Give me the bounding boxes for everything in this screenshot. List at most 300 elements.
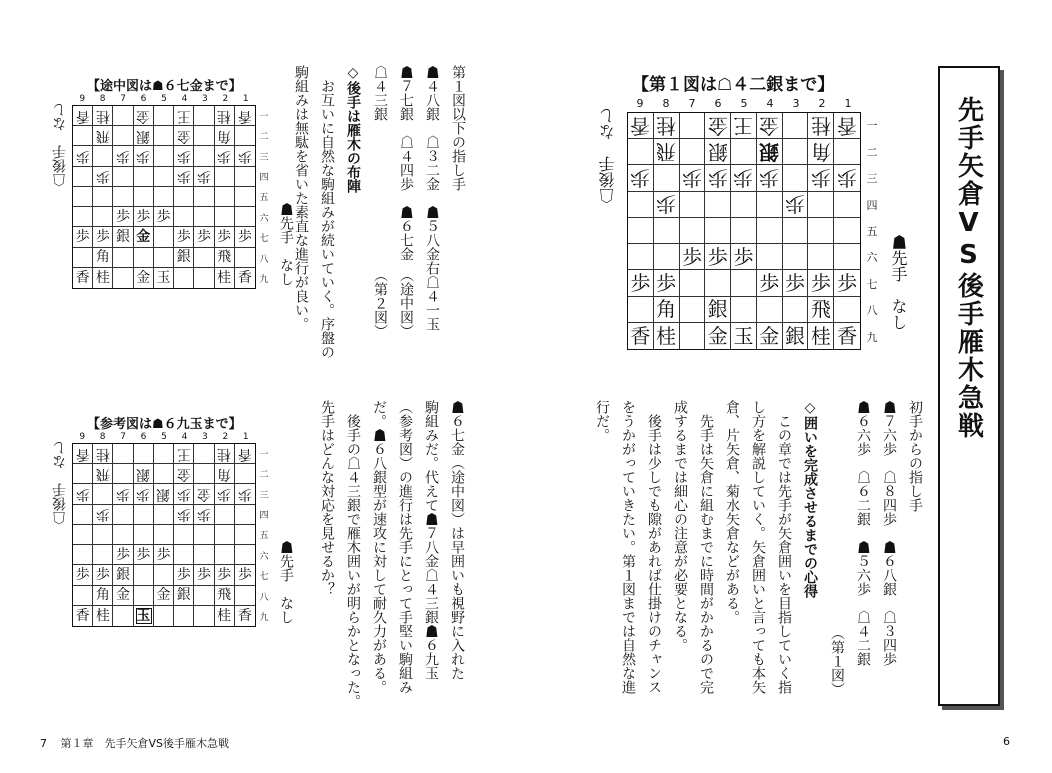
sente-piece: 歩 [733,244,754,269]
board-square [154,227,174,247]
sente-piece: 歩 [156,546,171,563]
sente-piece: 桂 [217,607,232,624]
board-square [113,187,133,207]
board-square [194,545,214,565]
board-square [113,586,133,606]
board-square [808,113,834,139]
board-square [73,505,93,525]
file-label: 7 [688,97,696,110]
board-square [680,270,706,296]
board-square [73,106,93,126]
board-square [194,565,214,585]
sente-piece: 銀 [176,587,191,604]
board-square [680,113,706,139]
board-square [731,165,757,191]
board-square [154,126,174,146]
rank-label: 七 [259,234,269,245]
diagram-mid-rank-labels [258,105,270,289]
board-square [235,505,255,525]
sente-piece: 銀 [707,297,728,322]
sente-piece: 玉 [733,323,754,348]
board-square [235,464,255,484]
board-square [808,323,834,349]
board-square [705,165,731,191]
board-square [757,139,783,165]
file-label: 2 [818,97,826,110]
right-move-line: ☗６六歩 ☖６二銀 ☗５六歩 ☖４二銀 [855,400,871,666]
board-square [194,126,214,146]
board-square [134,126,154,146]
board-square [174,207,194,227]
board-square [113,444,133,464]
board-square [235,545,255,565]
board-square [215,484,235,504]
diagram-ref-rank-labels [258,443,270,627]
board-square [154,248,174,268]
board-square [93,248,113,268]
file-label: 4 [766,97,774,110]
sente-piece: 歩 [837,270,858,295]
board-square [235,146,255,166]
file-label: 9 [636,97,644,110]
board-square [731,139,757,165]
sente-piece: 歩 [95,228,110,245]
sente-piece: 歩 [656,270,677,295]
board-square [174,227,194,247]
diagram1-board [627,112,861,350]
sente-piece: 桂 [95,269,110,286]
diagram-mid-gote-hand: ☖後手 なし [52,103,68,187]
left-bottom-line: 後手の☖４三銀で雁木囲いが明らかとなった。 [345,400,361,708]
gote-piece: 王 [176,445,191,462]
rank-label: 二 [259,470,269,481]
board-square [134,586,154,606]
file-label: 5 [161,432,167,442]
board-square [93,545,113,565]
board-square [235,268,255,288]
sente-piece: 歩 [116,546,131,563]
left-move-line: ☗７七銀 ☖４四歩 ☗６七金 （途中図） [398,65,414,338]
board-square [628,192,654,218]
board-square [757,113,783,139]
file-label: 6 [714,97,722,110]
rank-label: 七 [866,277,878,291]
diagram-mid-sente-hand: ☗先手 なし [278,202,294,286]
sente-piece: 歩 [217,228,232,245]
board-square [134,227,154,247]
file-label: 8 [662,97,670,110]
board-square [235,484,255,504]
rank-label: 六 [259,551,269,562]
board-square [73,248,93,268]
board-square [93,146,113,166]
board-square [757,165,783,191]
board-square [215,268,235,288]
rank-label: 九 [259,275,269,286]
board-square [113,525,133,545]
board-square [93,484,113,504]
gote-piece: 角 [217,465,232,482]
sente-piece: 歩 [156,208,171,225]
left-bottom-line: （参考図）の進行は先手にとって手堅い駒組み [397,400,413,694]
board-square [235,565,255,585]
right-intro: 初手からの指し手 [907,400,923,512]
sente-piece: 歩 [95,566,110,583]
board-square [235,227,255,247]
gote-piece: 歩 [237,148,252,165]
board-square [808,165,834,191]
board-square [808,270,834,296]
gote-piece: 金 [176,127,191,144]
sente-piece: 金 [116,587,131,604]
board-square [134,606,154,626]
left-bottom-text [310,400,470,710]
gote-piece: 桂 [217,445,232,462]
board-square [628,165,654,191]
rank-label: 七 [259,572,269,583]
board-square [757,244,783,270]
sente-piece: 香 [75,269,90,286]
board-square [757,323,783,349]
right-body-line: 先手は矢倉に組むまでに時間がかかるので完 [698,400,714,694]
board-square [73,606,93,626]
rank-label: 五 [259,531,269,542]
left-body-line: 駒組みは無駄を省いた素直な進行が良い。 [293,65,309,331]
sente-piece: 桂 [656,323,677,348]
left-intro: 第１図以下の指し手 [450,65,466,191]
sente-piece: 銀 [116,566,131,583]
sente-piece: 飛 [810,297,831,322]
sente-piece: 香 [837,323,858,348]
sente-piece: 玉 [156,269,171,286]
board-square [174,187,194,207]
sente-piece: 飛 [217,587,232,604]
gote-piece: 歩 [116,148,131,165]
rank-label: 四 [259,511,269,522]
board-square [113,464,133,484]
file-label: 8 [99,94,106,104]
rank-label: 四 [866,198,878,212]
board-square [194,146,214,166]
right-body-line: 倉、片矢倉、菊水矢倉などがある。 [724,400,740,624]
board-square [93,505,113,525]
board-square [134,484,154,504]
gote-piece: 金 [136,107,151,124]
board-square [808,218,834,244]
board-square [93,207,113,227]
sente-piece: 歩 [681,244,702,269]
board-square [654,244,680,270]
board-square [134,207,154,227]
rank-label: 八 [259,592,269,603]
left-move-line: ☖４三銀 （第２図） [372,65,388,338]
diagram-mid-board [72,105,256,289]
board-square [783,218,809,244]
board-square [731,297,757,323]
board-square [154,187,174,207]
board-square [680,297,706,323]
sente-piece: 歩 [630,270,651,295]
left-bottom-line: ☗６七金（途中図）は早囲いも視野に入れた [449,400,465,680]
gote-piece: 王 [176,107,191,124]
board-square [757,192,783,218]
left-body-line: お互いに自然な駒組みが続いていく。序盤の [319,65,335,359]
board-square [215,586,235,606]
sente-piece: 歩 [176,228,191,245]
board-square [134,167,154,187]
left-bottom-line: 駒組みだ。代えて☗７八金☖４三銀☗６九玉 [423,400,439,680]
file-label: 7 [120,432,126,442]
board-square [783,192,809,218]
gote-piece: 飛 [656,139,677,164]
board-square [654,113,680,139]
board-square [134,268,154,288]
gote-piece: 角 [810,139,831,164]
board-square [215,106,235,126]
file-label: 5 [740,97,748,110]
gote-piece: 香 [75,445,90,462]
board-square [783,270,809,296]
gote-piece: 歩 [630,166,651,191]
rank-label: 四 [259,173,269,184]
board-square [654,165,680,191]
file-label: 1 [844,97,852,110]
board-square [654,192,680,218]
board-square [174,484,194,504]
board-square [654,323,680,349]
file-label: 3 [202,432,208,442]
diagram1-sente-hand: ☗先手 なし [889,234,908,330]
board-square [93,126,113,146]
sente-piece: 香 [630,323,651,348]
board-square [705,139,731,165]
board-square [757,218,783,244]
gote-piece: 歩 [785,192,806,217]
board-square [705,218,731,244]
sente-piece: 歩 [217,566,232,583]
gote-piece: 歩 [116,486,131,503]
board-square [834,218,860,244]
board-square [194,106,214,126]
board-square [783,113,809,139]
sente-piece: 角 [95,587,110,604]
board-square [834,323,860,349]
gote-piece: 金 [759,113,780,138]
sente-piece: 歩 [116,208,131,225]
sente-piece: 歩 [136,546,151,563]
file-label: 8 [99,432,106,442]
sente-piece: 歩 [75,566,90,583]
gote-piece: 飛 [95,127,110,144]
sente-piece: 金 [136,269,151,286]
board-square [113,484,133,504]
board-square [93,187,113,207]
rank-label: 一 [866,119,878,133]
board-square [174,525,194,545]
sente-piece: 歩 [196,228,211,245]
sente-piece: 玉 [136,607,151,624]
sente-piece: 歩 [196,566,211,583]
board-square [705,244,731,270]
gote-piece: 歩 [196,168,211,185]
diagram-ref-gote-hand: ☖後手 なし [52,441,68,525]
file-label: 9 [79,94,86,104]
board-square [154,207,174,227]
board-square [705,113,731,139]
gote-piece: 銀 [156,486,171,503]
board-square [93,525,113,545]
board-square [783,165,809,191]
right-body-line: し方を解説していく。矢倉囲いと言っても本矢 [750,400,766,694]
board-square [113,248,133,268]
chapter-title: 先手矢倉VS後手雁木急戦 [953,96,984,440]
board-square [215,525,235,545]
sente-piece: 桂 [95,607,110,624]
sente-piece: 歩 [176,566,191,583]
board-square [215,167,235,187]
sente-piece: 歩 [810,270,831,295]
sente-piece: 歩 [136,208,151,225]
gote-piece: 歩 [176,168,191,185]
board-square [154,545,174,565]
board-square [113,565,133,585]
board-square [174,545,194,565]
board-square [113,126,133,146]
file-label: 1 [242,432,249,442]
board-square [705,323,731,349]
diagram1-caption: 【第１図は☖４二銀まで】 [632,75,835,95]
rank-label: 八 [866,304,878,318]
board-square [134,505,154,525]
board-square [628,113,654,139]
sente-piece: 銀 [176,249,191,266]
right-move-line: ☗７六歩 ☖８四歩 ☗６八銀 ☖３四歩 [881,400,897,666]
right-page-number: 6 [1003,735,1010,748]
board-square [215,505,235,525]
gote-piece: 香 [237,107,252,124]
board-square [154,525,174,545]
diagram1-file-labels [627,97,861,113]
board-square [113,227,133,247]
rank-label: 二 [259,132,269,143]
board-square [174,248,194,268]
gote-piece: 歩 [237,486,252,503]
board-square [73,444,93,464]
file-label: 4 [181,94,188,104]
left-running-head: 第１章 先手矢倉VS後手雁木急戦 [60,737,230,750]
board-square [757,270,783,296]
board-square [154,565,174,585]
file-label: 3 [792,97,800,110]
board-square [834,297,860,323]
board-square [134,444,154,464]
file-label: 7 [120,94,126,104]
board-square [834,192,860,218]
board-square [134,248,154,268]
board-square [113,606,133,626]
board-square [113,505,133,525]
left-page-number: 7 [40,737,47,750]
board-square [174,565,194,585]
rank-label: 三 [259,490,269,501]
sente-piece: 香 [237,269,252,286]
board-square [73,268,93,288]
gote-piece: 歩 [136,486,151,503]
board-square [154,146,174,166]
rank-label: 五 [259,193,269,204]
gote-piece: 銀 [136,127,151,144]
board-square [174,167,194,187]
board-square [73,484,93,504]
board-square [215,444,235,464]
board-square [73,525,93,545]
board-square [194,484,214,504]
board-square [134,565,154,585]
left-bottom-line: 先手はどんな対応を見せるか？ [319,400,335,596]
sente-piece: 金 [156,587,171,604]
board-square [174,268,194,288]
board-square [235,525,255,545]
board-square [194,586,214,606]
board-square [194,464,214,484]
board-square [154,106,174,126]
left-heading: ◇後手は雁木の布陣 [345,65,361,193]
board-square [808,192,834,218]
board-square [113,146,133,166]
board-square [235,167,255,187]
board-square [134,464,154,484]
sente-piece: 歩 [237,566,252,583]
sente-piece: 金 [707,323,728,348]
board-square [194,505,214,525]
board-square [174,464,194,484]
left-folio [40,735,229,751]
board-square [93,464,113,484]
board-square [783,139,809,165]
gote-piece: 桂 [217,107,232,124]
left-top-text [293,65,470,365]
board-square [215,606,235,626]
gote-piece: 銀 [707,139,728,164]
gote-piece: 飛 [95,465,110,482]
right-move-ref: （第１図） [829,626,845,696]
board-square [73,207,93,227]
board-square [235,444,255,464]
board-square [215,565,235,585]
board-square [731,323,757,349]
board-square [93,167,113,187]
board-square [215,146,235,166]
file-label: 6 [140,432,147,442]
board-square [215,207,235,227]
board-square [194,187,214,207]
board-square [705,270,731,296]
board-square [235,106,255,126]
board-square [808,244,834,270]
board-square [680,139,706,165]
file-label: 3 [202,94,208,104]
gote-piece: 銀 [136,465,151,482]
board-square [113,268,133,288]
rank-label: 六 [866,251,878,265]
right-body-line: をうかがっていきたい。第１図までは自然な進 [620,400,636,694]
board-square [134,545,154,565]
board-square [731,270,757,296]
board-square [215,545,235,565]
file-label: 6 [140,94,147,104]
board-square [194,444,214,464]
right-page-text [594,400,927,700]
